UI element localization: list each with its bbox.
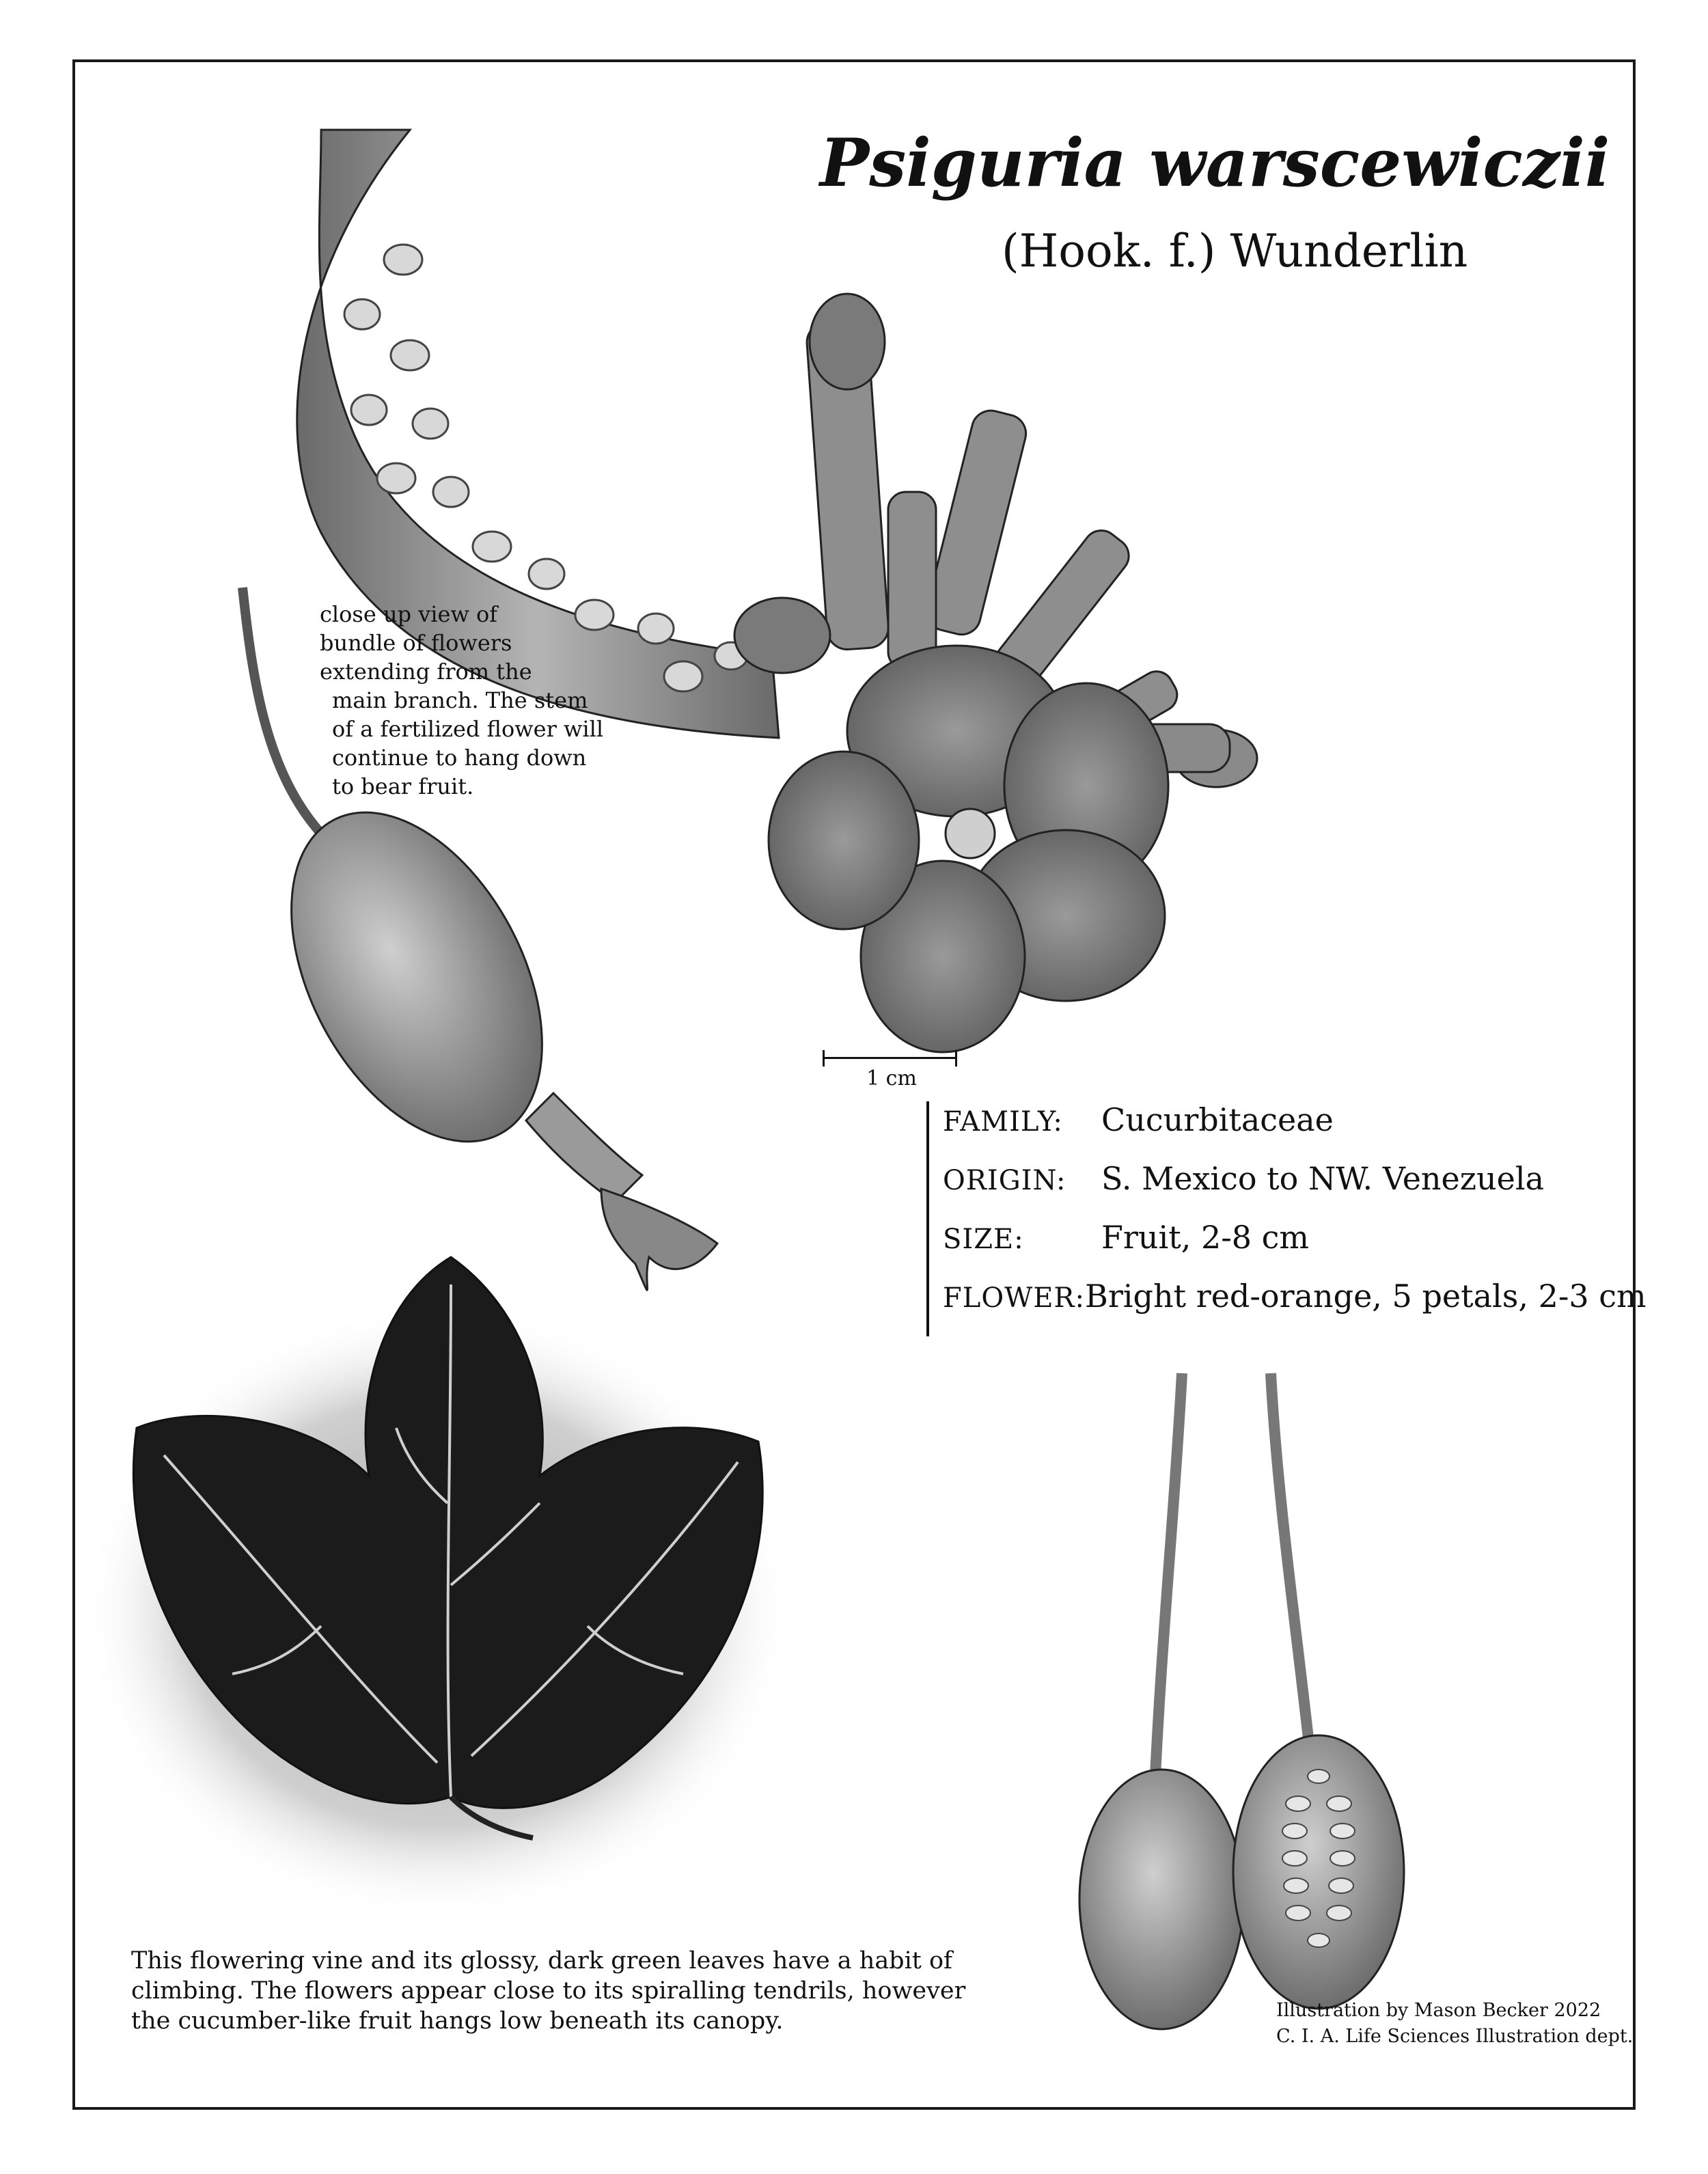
flower-caption-line: of a fertilized flower will xyxy=(332,716,604,742)
flower-caption-line: close up view of xyxy=(320,601,498,627)
open-flower xyxy=(769,646,1168,1052)
fact-row-origin xyxy=(943,1160,1626,1219)
credit-line: C. I. A. Life Sciences Illustration dept. xyxy=(1276,2026,1634,2047)
description-line: This flowering vine and its glossy, dark green leaves have a habit of xyxy=(131,1947,952,1975)
credit-line: Illustration by Mason Becker 2022 xyxy=(1276,2000,1601,2021)
fact-value: Cucurbitaceae xyxy=(1101,1101,1334,1138)
description-line: the cucumber-like fruit hangs low beneath its canopy. xyxy=(131,2007,784,2035)
fact-label: SIZE: xyxy=(943,1224,1024,1255)
fact-row-size xyxy=(943,1219,1626,1278)
scale-bar-cap xyxy=(823,1050,825,1067)
flower-caption-line: bundle of flowers xyxy=(320,630,512,656)
scale-bar-line xyxy=(823,1057,956,1059)
fact-label: FAMILY: xyxy=(943,1106,1063,1138)
flower-caption-line: extending from the xyxy=(320,659,532,685)
scale-bar-label: 1 cm xyxy=(866,1067,917,1090)
cut-fruit xyxy=(1233,1373,1404,2009)
flower-caption-line: continue to hang down xyxy=(332,745,587,771)
fact-value: S. Mexico to NW. Venezuela xyxy=(1101,1160,1544,1197)
fact-list xyxy=(926,1101,1647,1336)
fact-label: FLOWER: xyxy=(943,1282,1086,1314)
leaf xyxy=(82,1257,793,1920)
description-line: climbing. The flowers appear close to its spiralling tendrils, however xyxy=(131,1977,966,2005)
whole-fruit xyxy=(1079,1373,1243,2029)
fact-value: Bright red-orange, 5 petals, 2-3 cm xyxy=(1085,1278,1647,1315)
illustration-credit xyxy=(1276,1998,1633,2050)
species-title: Psiguria warscewiczii xyxy=(820,124,1610,202)
scale-bar-cap xyxy=(955,1050,957,1067)
flower-caption xyxy=(320,600,607,801)
flower-caption-line: main branch. The stem xyxy=(332,687,588,713)
scale-bar xyxy=(820,1056,963,1103)
species-authority: (Hook. f.) Wunderlin xyxy=(1002,225,1468,277)
fact-value: Fruit, 2-8 cm xyxy=(1101,1219,1310,1256)
flower-caption-line: to bear fruit. xyxy=(332,773,474,799)
description-paragraph xyxy=(131,1946,966,2036)
fact-row-flower xyxy=(943,1278,1647,1336)
fact-row-family xyxy=(943,1101,1626,1160)
fact-label: ORIGIN: xyxy=(943,1165,1066,1196)
